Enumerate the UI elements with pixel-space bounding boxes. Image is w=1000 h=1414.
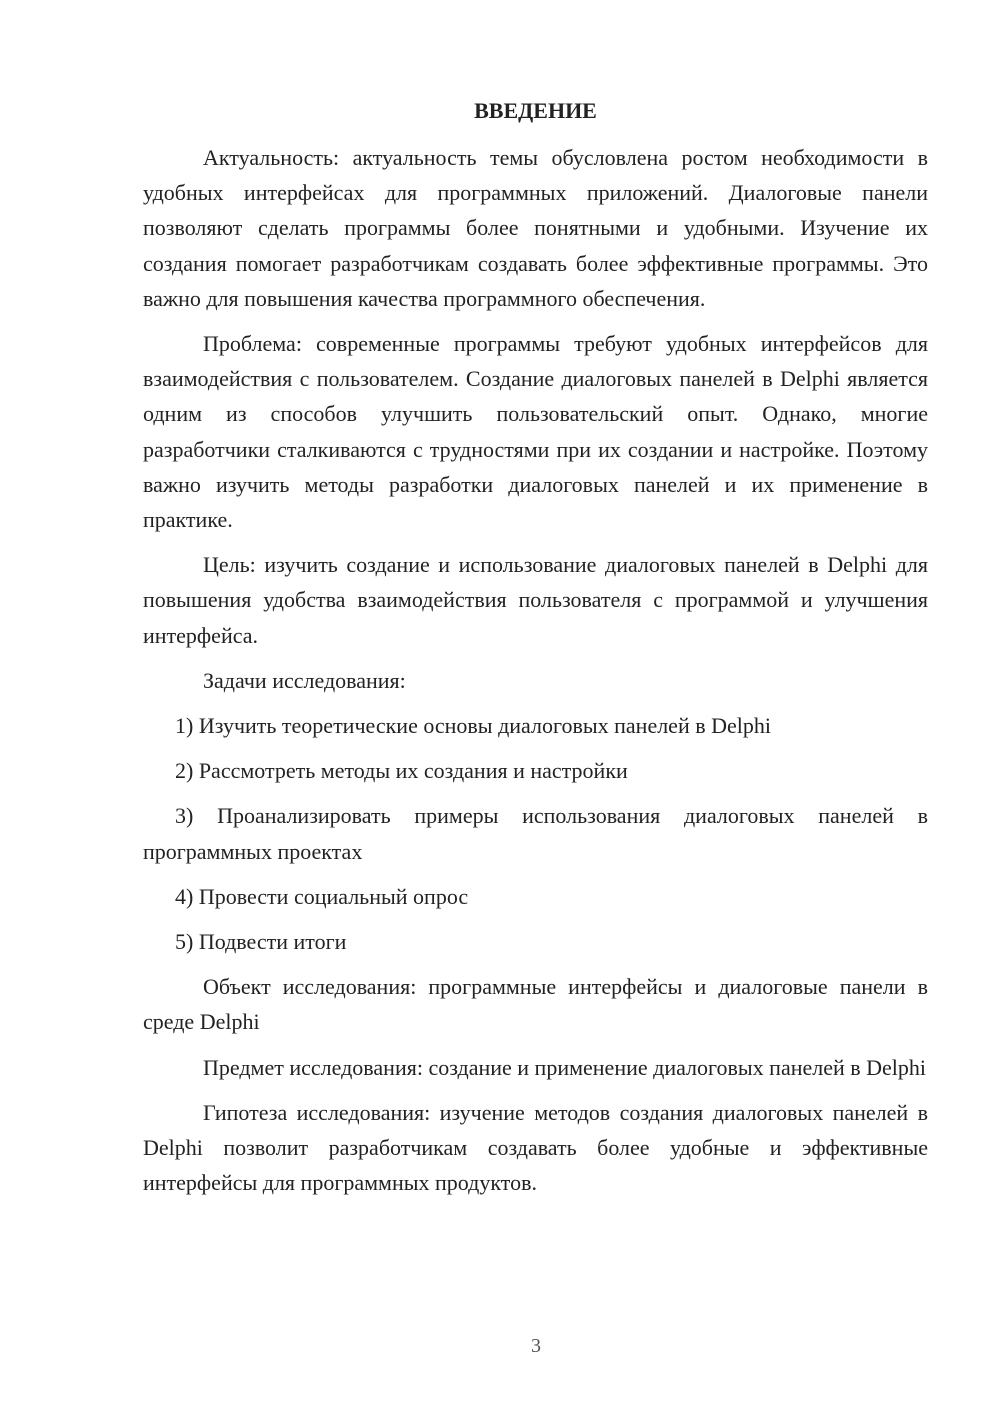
task-item-5: 5) Подвести итоги [175,929,347,955]
task-item-4: 4) Провести социальный опрос [175,883,469,909]
task-item-3: 3) Проанализировать примеры использования диалоговых панелей в программных проектах [143,803,928,864]
paragraph-object: Объект исследования: программные интерфейсы и диалоговые панели в среде Delphi [143,974,928,1035]
paragraph-problem: Проблема: современные программы требуют удобных интерфейсов для взаимодействия с пользователем. Создание диалоговых панелей в Delphi является одним из способов улучшить пользовательский опыт. Однако, многие разработчики сталкиваются с трудностями при их создании и настройке. Поэтому важно изучить методы разработки диалоговых панелей и их применение в практике. [143,331,928,533]
task-item-1: 1) Изучить теоретические основы диалоговых панелей в Delphi [175,713,771,739]
page-number: 3 [531,1335,541,1357]
section-title: ВВЕДЕНИЕ [474,98,597,123]
document-body [143,96,928,1210]
task-item-2: 2) Рассмотреть методы их создания и настройки [175,758,628,784]
paragraph-hypothesis: Гипотеза исследования: изучение методов создания диалоговых панелей в Delphi позволит разработчикам создавать более удобные и эффективные интерфейсы для программных продуктов. [143,1099,928,1196]
paragraph-subject: Предмет исследования: создание и применение диалоговых панелей в Delphi [203,1054,927,1080]
paragraph-goal: Цель: изучить создание и использование диалоговых панелей в Delphi для повышения удобства взаимодействия пользователя с программой и улучшения интерфейса. [143,552,928,648]
tasks-heading: Задачи исследования: [203,667,406,693]
paragraph-relevance: Актуальность: актуальность темы обусловлена ростом необходимости в удобных интерфейсах для программных приложений. Диалоговые панели позволяют сделать программы более понятными и удобными. Изучение их создания помогает разработчикам создавать более эффективные программы. Это важно для повышения качества программного обеспечения. [143,145,928,311]
